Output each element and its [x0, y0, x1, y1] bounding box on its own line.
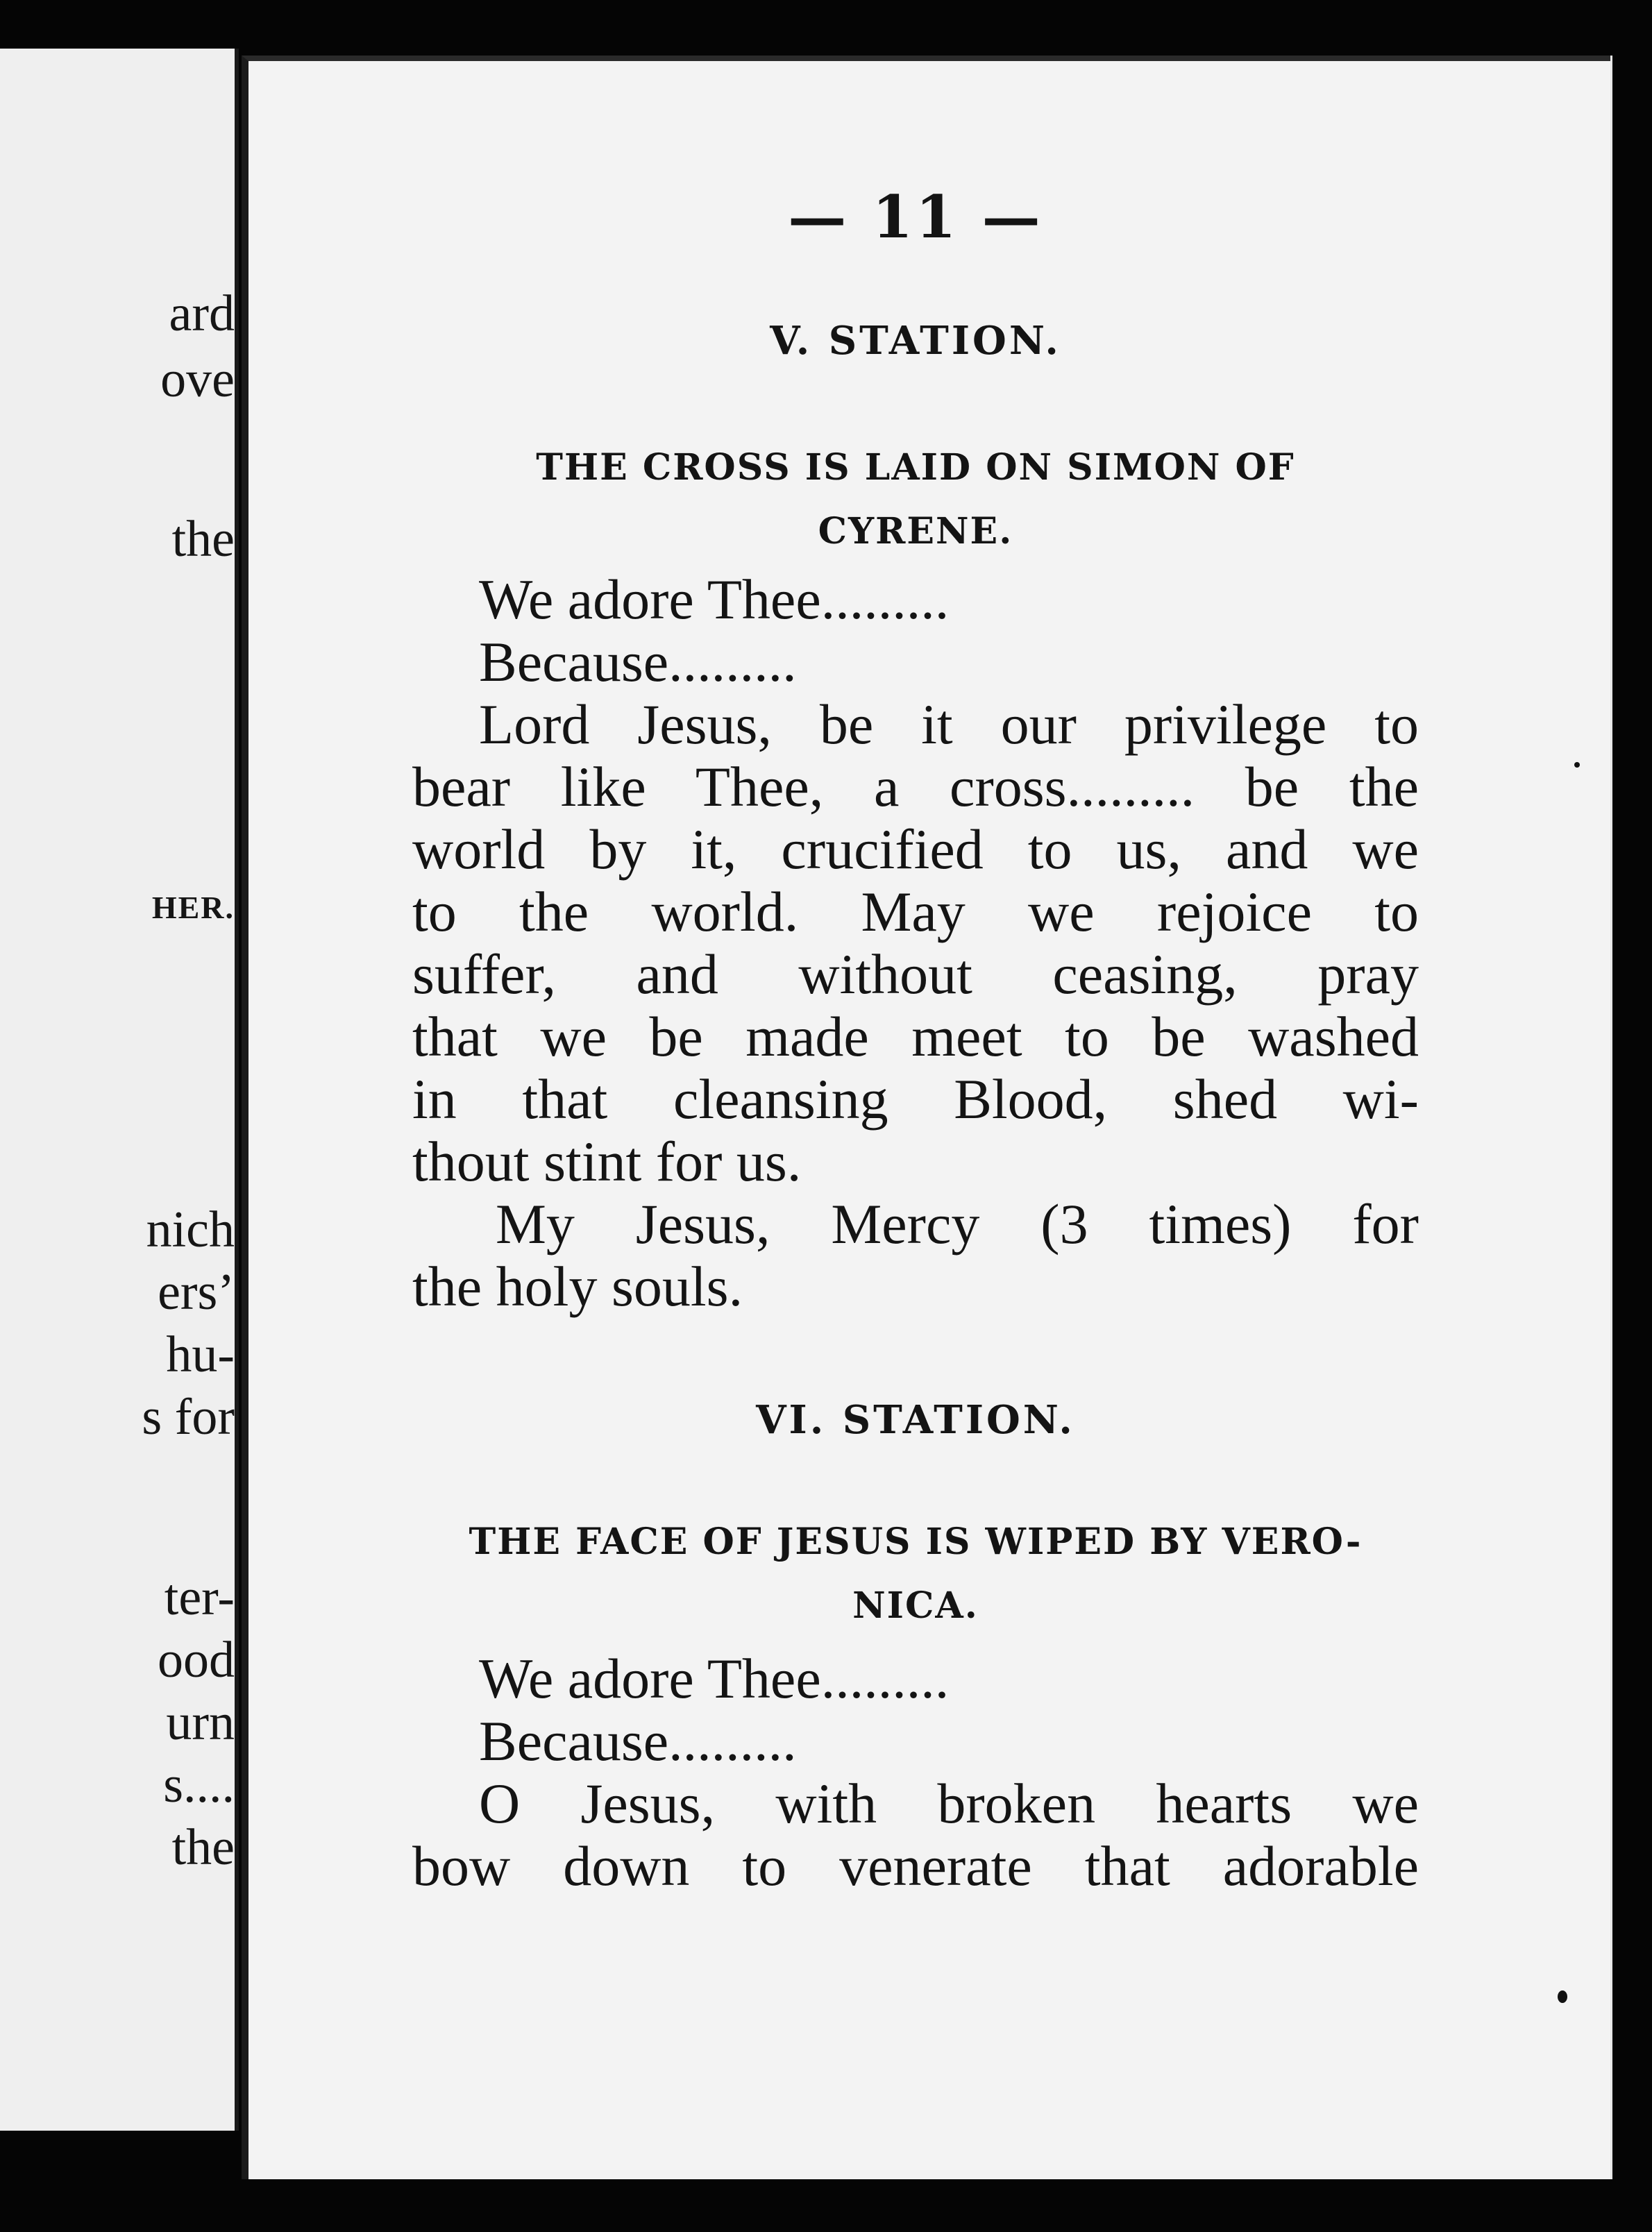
- left-fragment-line: ove: [160, 351, 235, 408]
- left-fragment-line: the: [171, 1819, 235, 1876]
- prayer-line: Because.........: [479, 630, 797, 693]
- book-page: [242, 56, 1610, 2179]
- left-fragment-line: the: [171, 511, 235, 568]
- page-number: — 11 —: [788, 183, 1043, 251]
- prayer-line: thout stint for us.: [412, 1130, 802, 1193]
- prayer-line: Lord Jesus, be it our privilege to: [479, 693, 1419, 756]
- station-title-line: NICA.: [852, 1584, 979, 1627]
- prayer-line: to the world. May we rejoice to: [412, 880, 1419, 943]
- left-fragment-line: ood: [158, 1632, 235, 1689]
- prayer-line: bear like Thee, a cross......... be the: [412, 755, 1419, 818]
- prayer-line: We adore Thee.........: [479, 1647, 950, 1710]
- station-heading: V. STATION.: [770, 318, 1061, 364]
- prayer-line: the holy souls.: [412, 1255, 743, 1318]
- prayer-line: world by it, crucified to us, and we: [412, 818, 1419, 881]
- left-page-fragment: [0, 49, 239, 2131]
- left-fragment-line: urn: [166, 1694, 235, 1751]
- left-fragment-line: ter-: [164, 1569, 235, 1626]
- left-fragment-line: nich: [146, 1201, 235, 1258]
- station-title-line: THE CROSS IS LAID ON SIMON OF: [536, 446, 1295, 489]
- left-fragment-line: HER.: [151, 890, 235, 925]
- left-fragment-line: hu-: [166, 1326, 235, 1383]
- prayer-line: O Jesus, with broken hearts we: [479, 1772, 1419, 1835]
- left-fragment-line: s....: [163, 1757, 235, 1814]
- prayer-line: that we be made meet to be washed: [412, 1005, 1419, 1068]
- prayer-line: suffer, and without ceasing, pray: [412, 942, 1419, 1006]
- station-heading: VI. STATION.: [756, 1397, 1075, 1443]
- prayer-line: in that cleansing Blood, shed wi-: [412, 1067, 1419, 1131]
- station-title-line: THE FACE OF JESUS IS WIPED BY VERO-: [469, 1521, 1363, 1563]
- prayer-line: We adore Thee.........: [479, 568, 950, 631]
- left-fragment-line: ers’: [158, 1264, 235, 1321]
- prayer-line: bow down to venerate that adorable: [412, 1834, 1419, 1897]
- scan-speck: [1558, 1990, 1567, 2003]
- prayer-line: Because.........: [479, 1709, 797, 1773]
- left-fragment-line: ard: [169, 285, 235, 342]
- prayer-line: My Jesus, Mercy (3 times) for: [496, 1192, 1419, 1256]
- station-title-line: CYRENE.: [818, 510, 1013, 552]
- left-fragment-line: s for: [142, 1389, 235, 1446]
- scan-speck: [1574, 762, 1580, 768]
